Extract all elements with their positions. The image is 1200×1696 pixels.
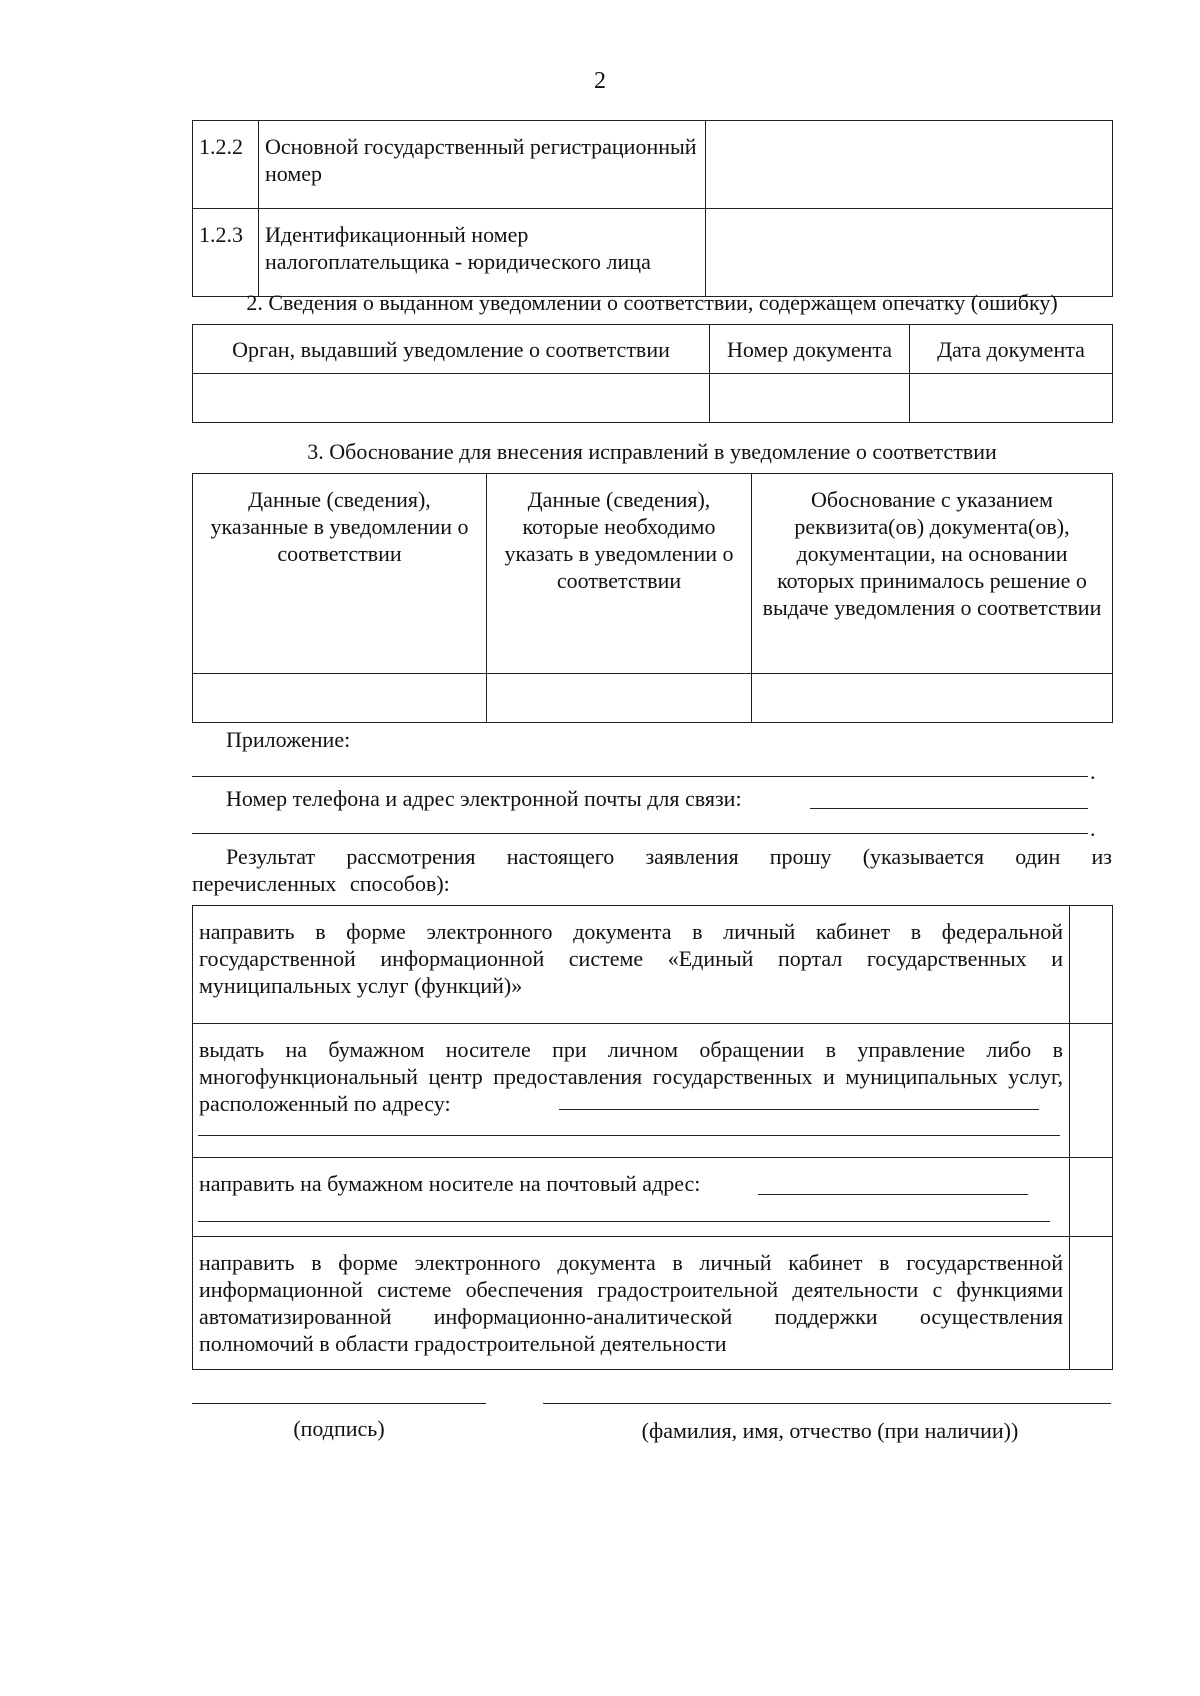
full-name-line[interactable] [543,1403,1111,1404]
table-row [193,1024,1113,1158]
row-value-cell[interactable] [706,209,1113,297]
header-document-date: Дата документа [910,325,1113,374]
attachment-fill-line[interactable] [192,776,1088,777]
section2-title: 2. Сведения о выданном уведомлении о соответствии, содержащем опечатку (ошибку) [246,290,1058,315]
table-header-row [193,474,1113,674]
table-row [193,1158,1113,1237]
contact-fill-line-2[interactable] [192,833,1088,834]
option-portal-checkbox[interactable] [1070,906,1113,1024]
document-number-cell[interactable] [710,374,910,423]
table-row [193,1237,1113,1370]
table-row [193,374,1113,423]
address-fill-line[interactable] [559,1109,1039,1110]
option-portal: направить в форме электронного документа в личный кабинет в федеральной государственной информационной системе «Единый портал государственных и муниципальных услуг (функций)» [193,906,1070,1024]
row-number: 1.2.2 [193,121,259,209]
result-request-text: Результат рассмотрения настоящего заявления прошу (указывается один из перечисленных способов): [192,844,1112,896]
row-number: 1.2.3 [193,209,259,297]
current-data-cell[interactable] [193,674,487,723]
correction-basis-table [192,473,1113,723]
contact-label: Номер телефона и адрес электронной почты для связи: [226,786,742,811]
option-gisogd: направить в форме электронного документа в личный кабинет в государственной информационной системе обеспечения градостроительной деятельности с функциями автоматизированной информационно-аналитической поддержки осуществления полномочий в области градостроительной деятельности [193,1237,1070,1370]
contact-fill-line[interactable] [810,808,1088,809]
table-row [193,121,1113,209]
header-required-data: Данные (сведения), которые необходимо указать в уведомлении о соответствии [487,474,752,674]
applicant-details-table [192,120,1113,297]
row-label: Идентификационный номер налогоплательщика - юридического лица [259,209,706,297]
document-date-cell[interactable] [910,374,1113,423]
full-name-caption: (фамилия, имя, отчество (при наличии)) [641,1418,1019,1443]
option-paper-in-person-checkbox[interactable] [1070,1024,1113,1158]
postal-address-fill-line-2[interactable] [198,1221,1050,1222]
notice-details-table [192,324,1113,423]
justification-cell[interactable] [752,674,1113,723]
option-paper-mail-text: направить на бумажном носителе на почтовый адрес: [199,1171,701,1196]
issuing-body-cell[interactable] [193,374,710,423]
header-current-data: Данные (сведения), указанные в уведомлении о соответствии [193,474,487,674]
option-paper-mail-checkbox[interactable] [1070,1158,1113,1237]
attachment-label: Приложение: [226,727,351,752]
postal-address-fill-line[interactable] [758,1194,1028,1195]
address-fill-line-2[interactable] [198,1135,1060,1136]
required-data-cell[interactable] [487,674,752,723]
header-justification: Обоснование с указанием реквизита(ов) документа(ов), документации, на основании которых принималось решение о выдаче уведомления о соответствии [752,474,1113,674]
section3-title: 3. Обоснование для внесения исправлений в уведомление о соответствии [307,439,997,464]
page-number: 2 [594,68,606,94]
table-header-row [193,325,1113,374]
row-value-cell[interactable] [706,121,1113,209]
table-row [193,209,1113,297]
row-label: Основной государственный регистрационный номер [259,121,706,209]
delivery-options-table [192,905,1113,1370]
signature-line[interactable] [192,1403,486,1404]
header-issuing-body: Орган, выдавший уведомление о соответствии [193,325,710,374]
option-gisogd-checkbox[interactable] [1070,1237,1113,1370]
option-paper-mail [193,1158,1070,1237]
table-row [193,906,1113,1024]
option-paper-in-person [193,1024,1070,1158]
option-paper-in-person-text: выдать на бумажном носителе при личном обращении в управление либо в многофункциональный центр предоставления государственных и муниципальных услуг, расположенный по адресу: [199,1037,1063,1116]
header-document-number: Номер документа [710,325,910,374]
signature-caption: (подпись) [293,1416,385,1441]
table-row [193,674,1113,723]
